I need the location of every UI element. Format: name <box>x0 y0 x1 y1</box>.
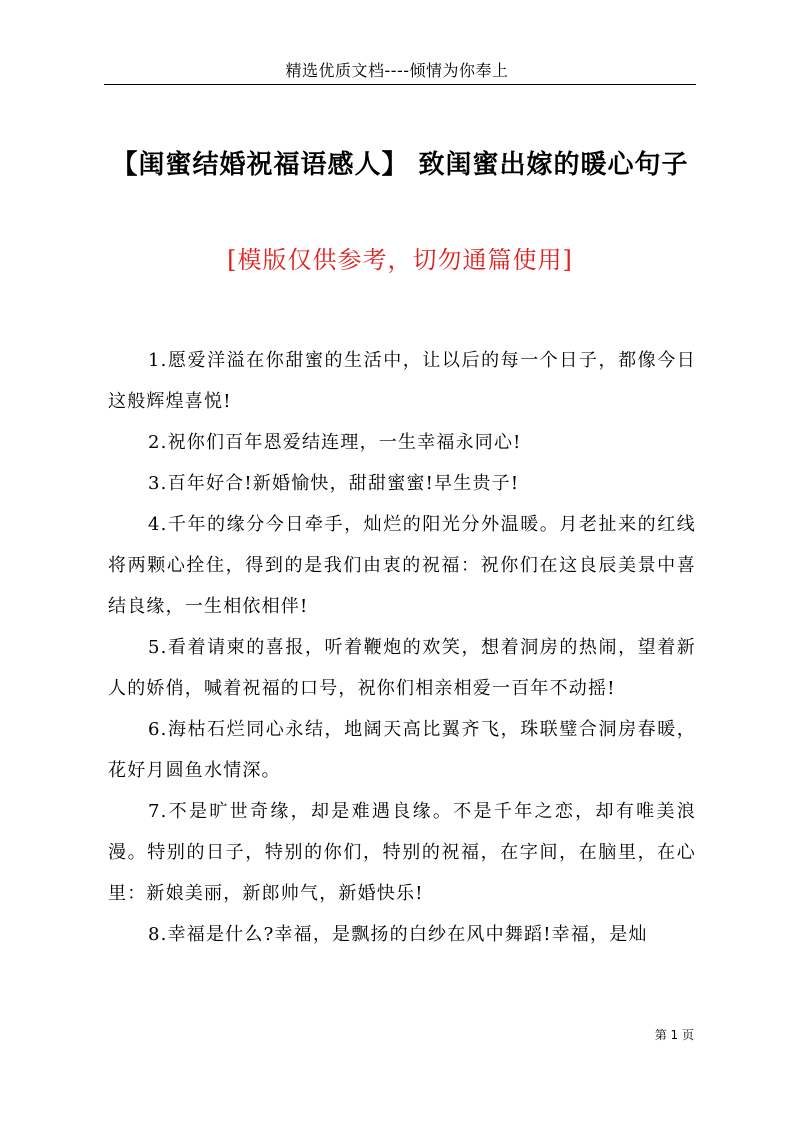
document-title: 【闺蜜结婚祝福语感人】 致闺蜜出嫁的暖心句子 <box>111 150 689 180</box>
paragraph: 2.祝你们百年恩爱结连理，一生幸福永同心! <box>148 432 522 453</box>
page-header: 精选优质文档----倾情为你奉上 <box>285 61 509 80</box>
page-number: 第 1 页 <box>654 1028 694 1042</box>
header-divider <box>104 84 696 85</box>
paragraph: 6.海枯石烂同心永结，地阔天高比翼齐飞，珠联璧合洞房春暖，花好月圆鱼水情深。 <box>108 719 696 781</box>
document-body <box>108 340 696 955</box>
paragraph: 4.千年的缘分今日牵手，灿烂的阳光分外温暖。月老扯来的红线将两颗心拴住，得到的是我们由衷的祝福：祝你们在这良辰美景中喜结良缘，一生相依相伴! <box>108 514 696 617</box>
paragraph: 3.百年好合!新婚愉快，甜甜蜜蜜!早生贵子! <box>148 473 520 494</box>
paragraph: 5.看着请柬的喜报，听着鞭炮的欢笑，想着洞房的热闹，望着新人的娇俏，喊着祝福的口号，祝你们相亲相爱一百年不动摇! <box>108 637 696 699</box>
paragraph: 7.不是旷世奇缘，却是难遇良缘。不是千年之恋，却有唯美浪漫。特别的日子，特别的你们，特别的祝福，在字间，在脑里，在心里：新娘美丽，新郎帅气，新婚快乐! <box>108 801 696 904</box>
paragraph: 1.愿爱洋溢在你甜蜜的生活中，让以后的每一个日子，都像今日这般辉煌喜悦! <box>108 350 696 412</box>
document-subtitle: [模版仅供参考，切勿通篇使用] <box>227 246 573 274</box>
paragraph: 8.幸福是什么?幸福，是飘扬的白纱在风中舞蹈!幸福，是灿 <box>148 924 648 945</box>
